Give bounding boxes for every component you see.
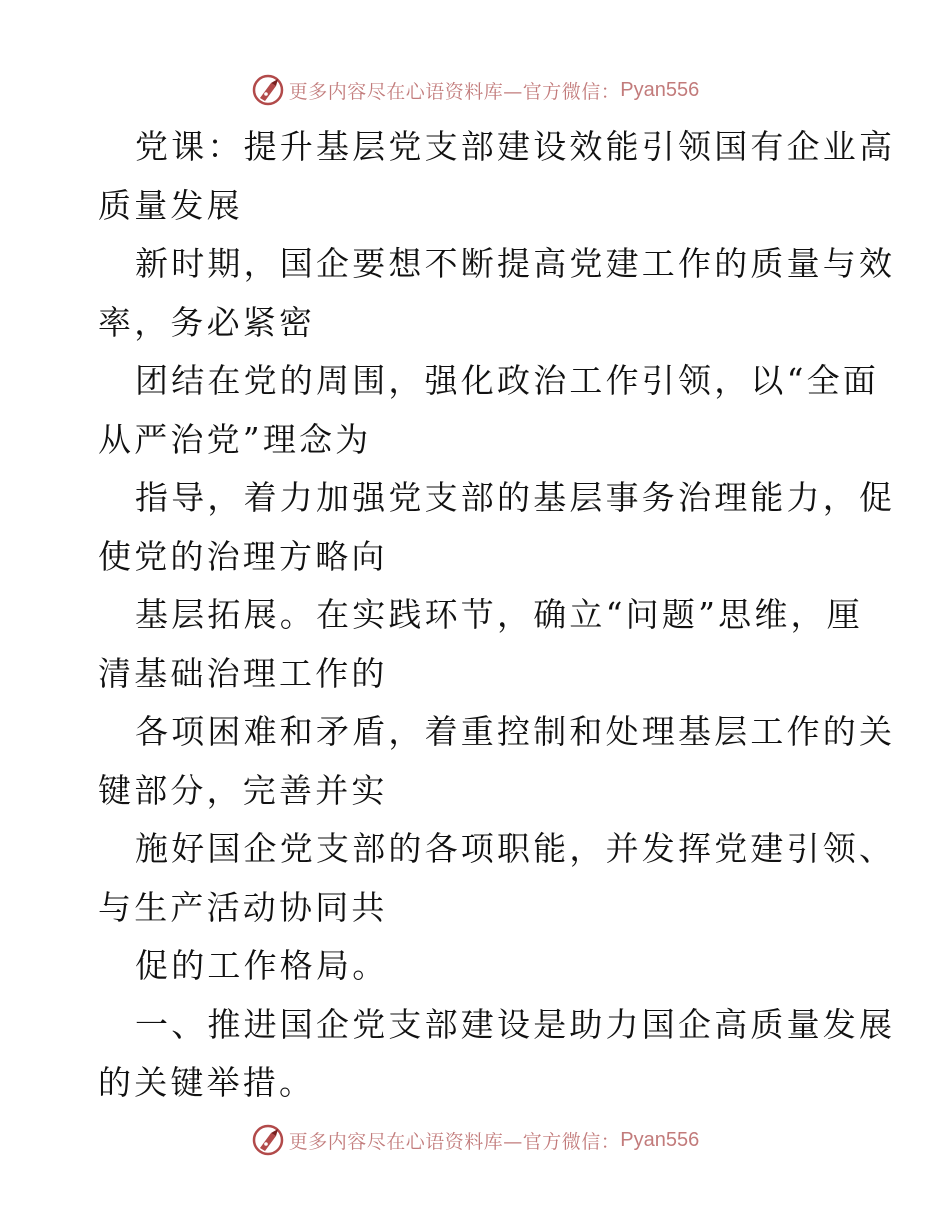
watermark-text: 更多内容尽在心语资料库—官方微信： xyxy=(288,1130,621,1153)
paragraph-line: 从严治党”理念为 xyxy=(98,419,372,459)
paragraph-line: 基层拓展。在实践环节，确立“问题”思维，厘 xyxy=(135,595,863,634)
document-body xyxy=(98,118,896,1113)
paragraph-line: 施好国企党支部的各项职能，并发挥党建引领、 xyxy=(135,829,896,868)
header-watermark xyxy=(0,70,950,110)
paragraph-line: 与生产活动协同共 xyxy=(98,887,388,927)
watermark-wechat-id: Pyan556 xyxy=(620,78,700,101)
paragraph-line: 促的工作格局。 xyxy=(135,946,389,985)
paragraph-line: 指导，着力加强党支部的基层事务治理能力，促 xyxy=(135,478,896,517)
paragraph-line: 键部分，完善并实 xyxy=(98,770,388,810)
paragraph-line: 率，务必紧密 xyxy=(98,302,316,342)
title-line: 质量发展 xyxy=(98,185,243,225)
paragraph-line: 清基础治理工作的 xyxy=(98,653,388,693)
title-line: 党课：提升基层党支部建设效能引领国有企业高 xyxy=(135,127,896,166)
paragraph-line: 团结在党的周围，强化政治工作引领，以“全面 xyxy=(135,361,880,400)
footer-watermark xyxy=(0,1120,950,1160)
pen-nib-icon xyxy=(251,73,285,107)
watermark-text: 更多内容尽在心语资料库—官方微信： xyxy=(288,80,621,103)
section-heading-line: 一、推进国企党支部建设是助力国企高质量发展 xyxy=(135,1004,896,1044)
paragraph-line: 使党的治理方略向 xyxy=(98,536,388,576)
pen-nib-icon xyxy=(251,1123,285,1157)
paragraph-line: 各项困难和矛盾，着重控制和处理基层工作的关 xyxy=(135,712,896,751)
watermark-wechat-id: Pyan556 xyxy=(620,1128,700,1151)
section-heading-line: 的关键举措。 xyxy=(98,1063,316,1102)
paragraph-line: 新时期，国企要想不断提高党建工作的质量与效 xyxy=(135,244,896,283)
